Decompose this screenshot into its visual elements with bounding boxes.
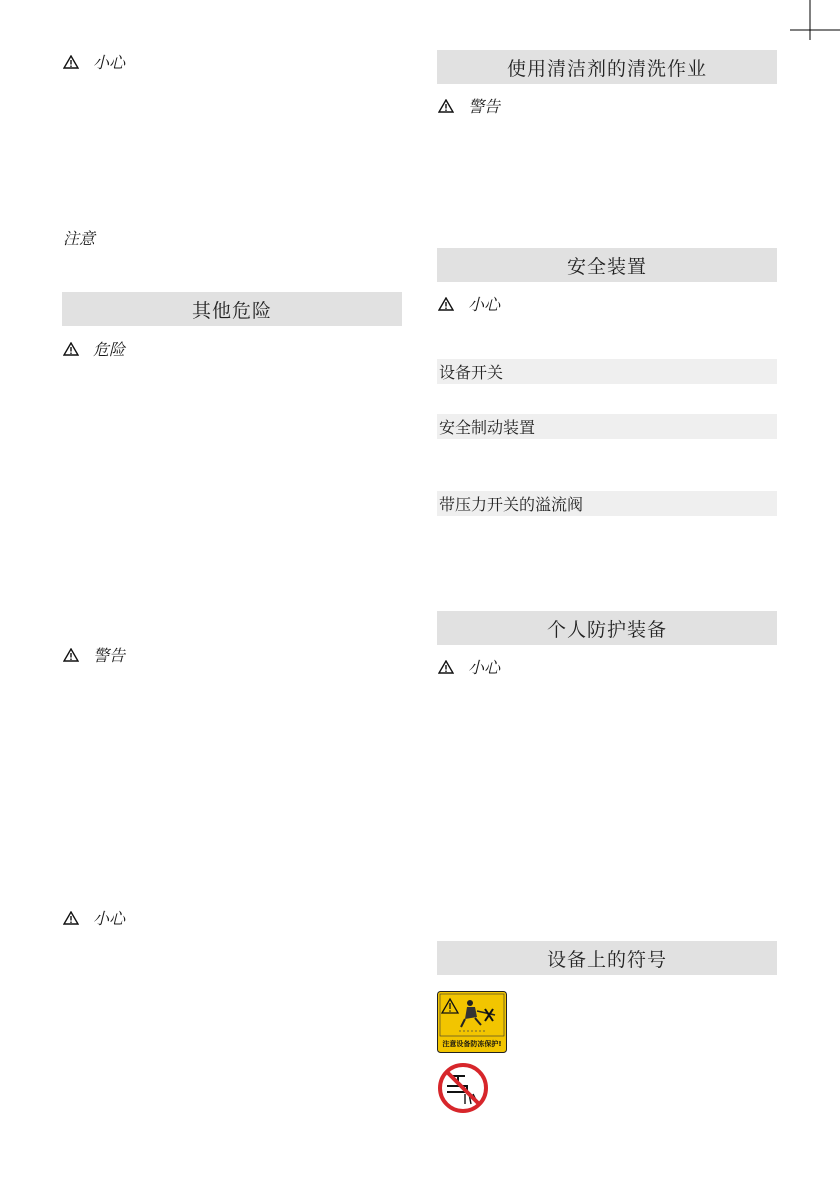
danger-notice <box>63 337 125 360</box>
warning-triangle-icon <box>63 55 79 69</box>
warning-triangle-icon <box>438 660 454 674</box>
caution-label: 小心 <box>468 295 501 314</box>
warning-notice-right <box>438 94 500 117</box>
warning-triangle-icon <box>63 911 79 925</box>
caution-label: 小心 <box>468 658 501 677</box>
warning-triangle-icon <box>438 297 454 311</box>
section-heading-other-hazards: 其他危险 <box>62 292 402 326</box>
caution-label: 小心 <box>93 909 126 928</box>
subheading-device-switch: 设备开关 <box>437 359 777 384</box>
subheading-overflow-valve: 带压力开关的溢流阀 <box>437 491 777 516</box>
frost-protection-warning-icon <box>437 991 507 1053</box>
no-water-spray-icon <box>437 1062 489 1114</box>
note-label: 注意 <box>63 229 96 248</box>
crop-mark <box>790 0 840 40</box>
caution-notice-right-1 <box>438 292 500 315</box>
warning-notice <box>63 643 125 666</box>
warning-triangle-icon <box>63 342 79 356</box>
section-heading-cleaning-agent: 使用清洁剂的清洗作业 <box>437 50 777 84</box>
subheading-safety-brake: 安全制动装置 <box>437 414 777 439</box>
caution-label: 小心 <box>93 53 126 72</box>
warning-label: 警告 <box>93 646 126 665</box>
caution-notice-1 <box>63 50 125 73</box>
caution-notice-2 <box>63 906 125 929</box>
caution-notice-right-2 <box>438 655 500 678</box>
warning-triangle-icon <box>438 99 454 113</box>
section-heading-ppe: 个人防护装备 <box>437 611 777 645</box>
section-heading-safety-devices: 安全装置 <box>437 248 777 282</box>
section-heading-symbols: 设备上的符号 <box>437 941 777 975</box>
warning-label: 警告 <box>468 97 501 116</box>
danger-label: 危险 <box>93 340 126 359</box>
warning-triangle-icon <box>63 648 79 662</box>
frost-protection-label: 注意设备防冻保护! <box>442 1040 502 1048</box>
